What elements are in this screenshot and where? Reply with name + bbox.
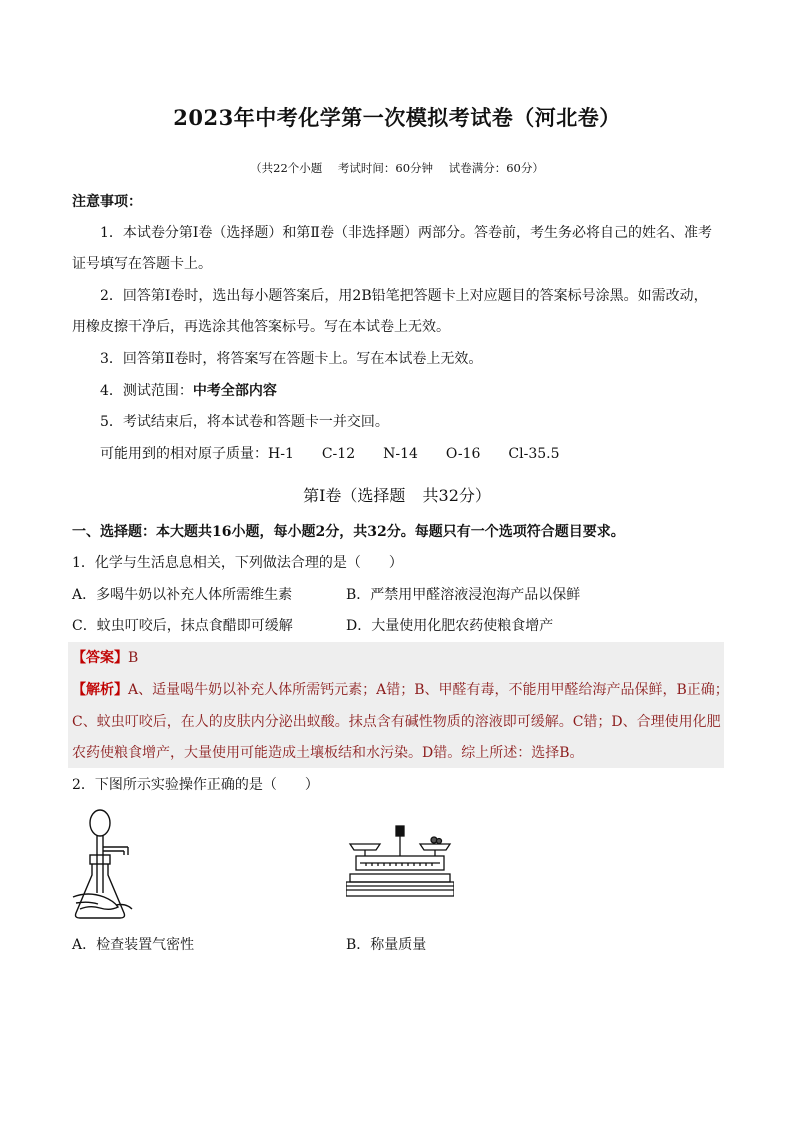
notice-4 bbox=[100, 380, 277, 400]
question-count: （共22个小题 bbox=[250, 161, 323, 175]
question-1-option-d: D．大量使用化肥农药使粮食增产 bbox=[346, 618, 554, 634]
notice-4-prefix: 4．测试范围： bbox=[100, 383, 193, 399]
notice-3: 3．回答第Ⅱ卷时，将答案写在答题卡上。写在本试卷上无效。 bbox=[100, 351, 483, 367]
part-one-instructions: 一、选择题：本大题共16小题，每小题2分，共32分。每题只有一个选项符合题目要求。 bbox=[72, 524, 625, 540]
balance-scale-image bbox=[346, 822, 454, 902]
answer-line bbox=[72, 647, 138, 667]
question-2-stem: 2．下图所示实验操作正确的是（ ） bbox=[72, 777, 319, 793]
question-2-option-b: B．称量质量 bbox=[346, 937, 427, 953]
notice-1-line-2: 证号填写在答题卡上。 bbox=[72, 256, 212, 272]
full-score: 试卷满分：60分） bbox=[448, 161, 544, 175]
airtightness-apparatus-image bbox=[70, 805, 140, 925]
exam-info bbox=[0, 160, 794, 176]
answer-value: B bbox=[128, 650, 139, 666]
section-heading-left: 第Ⅰ卷（选择题 bbox=[303, 486, 406, 505]
notice-1-line-1: 1．本试卷分第Ⅰ卷（选择题）和第Ⅱ卷（非选择题）两部分。答卷前，考生务必将自己的姓名、准考 bbox=[100, 225, 712, 241]
question-1-stem: 1．化学与生活息息相关，下列做法合理的是（ ） bbox=[72, 555, 403, 571]
notice-2-line-2: 用橡皮擦干净后，再选涂其他答案标号。写在本试卷上无效。 bbox=[72, 319, 450, 335]
question-1-option-a: A．多喝牛奶以补充人体所需维生素 bbox=[72, 587, 293, 603]
answer-label: 【答案】 bbox=[72, 650, 128, 666]
question-1-option-c: C．蚊虫叮咬后，抹点食醋即可缓解 bbox=[72, 618, 293, 634]
analysis-text-1: A、适量喝牛奶以补充人体所需钙元素；A错；B、甲醛有毒，不能用甲醛给海产品保鲜，B正确； bbox=[128, 682, 729, 698]
section-heading-right: 共32分） bbox=[422, 486, 491, 505]
notice-5: 5．考试结束后，将本试卷和答题卡一并交回。 bbox=[100, 414, 389, 430]
analysis-line-1 bbox=[72, 679, 729, 699]
section-heading bbox=[0, 483, 794, 506]
atomic-mass-line: 可能用到的相对原子质量：H-1 C-12 N-14 O-16 Cl-35.5 bbox=[100, 446, 560, 462]
notice-2-line-1: 2．回答第Ⅰ卷时，选出每小题答案后，用2B铅笔把答题卡上对应题目的答案标号涂黑。如需改动， bbox=[100, 288, 708, 304]
question-1-option-b: B．严禁用甲醛溶液浸泡海产品以保鲜 bbox=[346, 587, 581, 603]
analysis-label: 【解析】 bbox=[72, 682, 128, 698]
exam-time: 考试时间：60分钟 bbox=[337, 161, 434, 175]
notice-heading: 注意事项： bbox=[72, 194, 142, 210]
test-scope: 中考全部内容 bbox=[192, 383, 277, 399]
analysis-line-2: C、蚊虫叮咬后，在人的皮肤内分泌出蚁酸。抹点含有碱性物质的溶液即可缓解。C错；D、合理使用化肥 bbox=[72, 714, 721, 730]
page-title: 2023年中考化学第一次模拟考试卷（河北卷） bbox=[173, 105, 621, 130]
analysis-line-3: 农药使粮食增产，大量使用可能造成土壤板结和水污染。D错。综上所述：选择B。 bbox=[72, 745, 584, 761]
question-2-option-a: A．检查装置气密性 bbox=[72, 937, 195, 953]
